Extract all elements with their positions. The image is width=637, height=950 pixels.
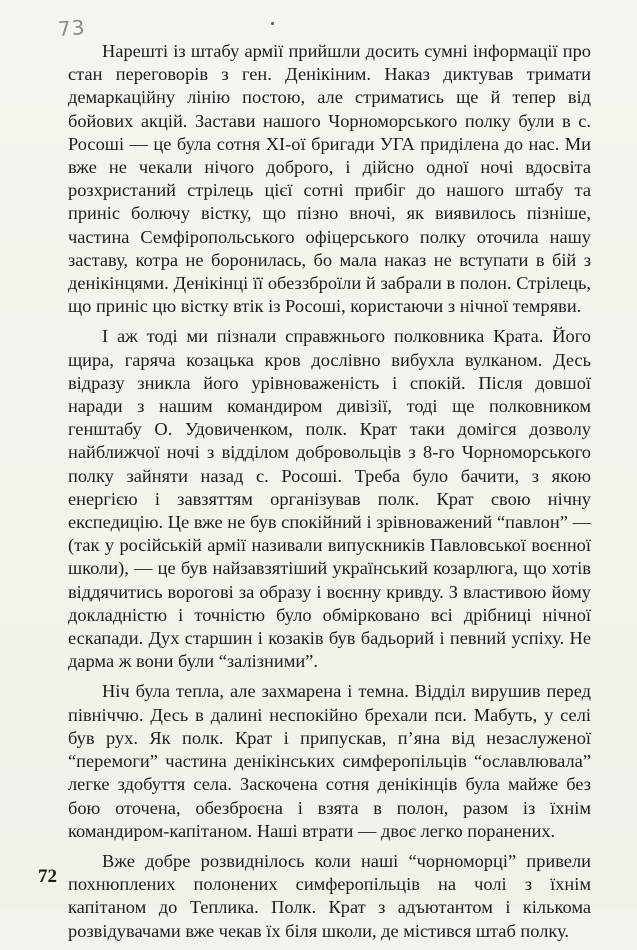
handwritten-page-number: 73 [57,15,87,41]
ink-speck [271,22,274,25]
page-number: 72 [38,866,57,887]
paragraph: Вже добре розвиднілось коли наші “чорноморці” привели похнюплених полонених симферопільців на чолі з їхнім капітаном до Теплика. Полк. Крат з адъютантом і кількома розвідувачами вже чекав їх біля школи, де містився штаб полку. [68,850,591,941]
paragraph: Ніч була тепла, але захмарена і темна. Відділ вирушив перед північчю. Десь в далині неспокійно брехали пси. Мабуть, у селі був рух. Як полк. Крат і припускав, п’яна від незаслуженої “перемоги” частина денікінських симферопільців “ославлювала” легке здобуття села. Заскочена сотня денікінців була майже без бою оточена, обезброєна і взята в полон, разом із їхнім командиром-капітаном. Наші втрати — двоє легко поранених. [68,681,591,841]
body-text [68,40,591,950]
paragraph: І аж тоді ми пізнали справжнього полковника Крата. Його щира, гаряча козацька кров дослівно вибухла вулканом. Десь відразу зникла його урівноваженість і спокій. Після довшої наради з нашим командиром дивізії, тоді ще полковником генштабу О. Удовиченком, полк. Крат таки домігся дозволу найближчої ночі з відділом добровольців з 8-го Чорноморського полку зайняти назад с. Росоші. Треба було бачити, з якою енергією і завзяттям організував полк. Крат свою нічну експедицію. Це вже не був спокійний і зрівноважений “павлон” — (так у російській армії називали випускників Павловської воєнної школи), — це був найзавзятіший український козарлюга, що хотів віддячитись ворогові за образу і воєнну кривду. З властивою йому докладністю і точністю було обмірковано всі дрібниці нічної ескапади. Дух старшин і козаків був бадьорий і певний успіху. Не дарма ж вони були “залізними”. [68,326,591,672]
paragraph: Нарешті із штабу армії прийшли досить сумні інформації про стан переговорів з ген. Денікіним. Наказ диктував тримати демаркаційну лінію постою, але стриматись ще й тепер від бойових акцій. Застави нашого Чорноморського полку були в с. Росоші — це була сотня ХІ-ої бригади УГА приділена до нас. Ми вже не чекали нічого доброго, і дійсно одної ночі вдосвіта розхристаний стрілець цієї сотні прибіг до нашого штабу та приніс болючу вістку, що пізно вночі, як виявилось пізніше, частина Семфіропольського офіцерського полку оточила нашу заставу, котра не боронилась, бо мала наказ не вступати в бій з денікінцями. Денікінці її обеззброїли й забрали в полон. Стрілець, що приніс цю вістку втік із Росоші, користаючи з нічної темряви. [68,41,591,317]
